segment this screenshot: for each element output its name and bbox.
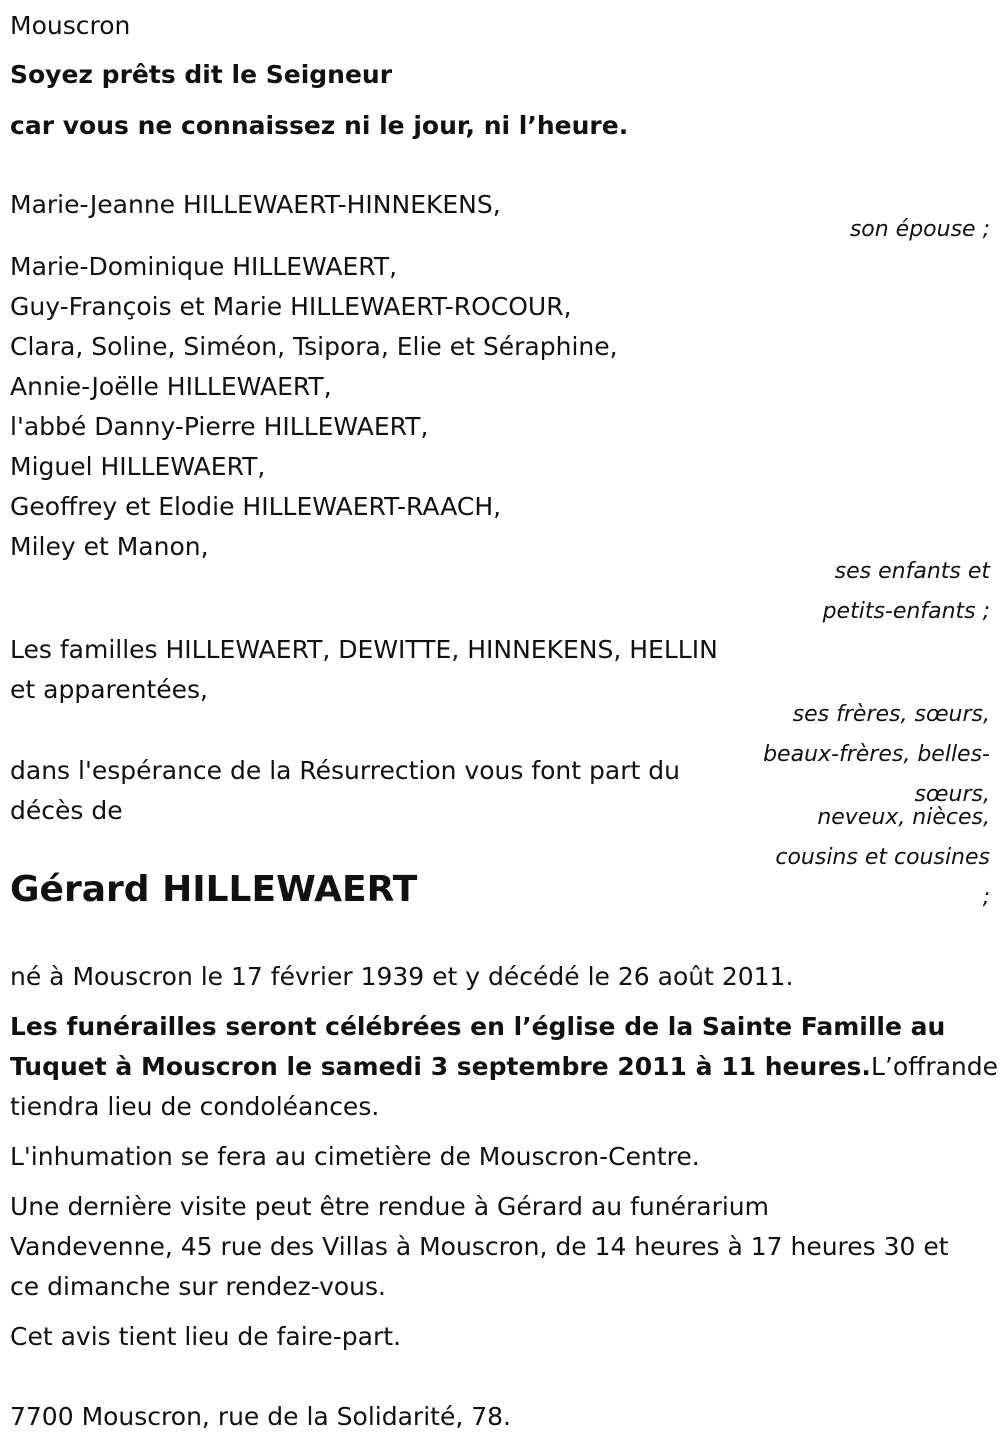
place: Mouscron xyxy=(10,11,131,40)
families-role-line: sœurs, xyxy=(914,782,990,807)
families-role-line: ses frères, sœurs, xyxy=(792,702,990,727)
address: 7700 Mouscron, rue de la Solidarité, 78. xyxy=(10,1402,511,1431)
families-line: et apparentées, xyxy=(10,675,208,704)
visit-line: Vandevenne, 45 rue des Villas à Mouscron, de 14 heures à 17 heures 30 et xyxy=(10,1232,949,1261)
visit-line: ce dimanche sur rendez-vous. xyxy=(10,1272,387,1301)
deceased-name: Gérard HILLEWAERT xyxy=(10,869,418,910)
funeral-details: Tuquet à Mouscron le samedi 3 septembre 2011 à 11 heures. xyxy=(10,1052,871,1081)
child-line: Marie-Dominique HILLEWAERT, xyxy=(10,252,398,281)
funeral-line-2 xyxy=(10,1047,998,1087)
burial: L'inhumation se fera au cimetière de Mouscron-Centre. xyxy=(10,1142,700,1171)
families-role-line: cousins et cousines xyxy=(775,845,990,870)
condolences-line: tiendra lieu de condoléances. xyxy=(10,1092,380,1121)
families-line: Les familles HILLEWAERT, DEWITTE, HINNEKENS, HELLIN xyxy=(10,635,718,664)
child-line: Guy-François et Marie HILLEWAERT-ROCOUR, xyxy=(10,292,572,321)
birth-death: né à Mouscron le 17 février 1939 et y décédé le 26 août 2011. xyxy=(10,962,794,991)
spouse-role: son épouse ; xyxy=(849,217,990,242)
visit-line: Une dernière visite peut être rendue à Gérard au funérarium xyxy=(10,1192,769,1221)
children-role-line: petits-enfants ; xyxy=(822,599,990,624)
child-line: Geoffrey et Elodie HILLEWAERT-RAACH, xyxy=(10,492,502,521)
offering-text: L’offrande xyxy=(870,1052,999,1081)
children-role-line: ses enfants et xyxy=(834,559,990,584)
child-line: Miguel HILLEWAERT, xyxy=(10,452,266,481)
funeral-line-1: Les funérailles seront célébrées en l’église de la Sainte Famille au xyxy=(10,1012,946,1041)
child-line: Miley et Manon, xyxy=(10,532,209,561)
verse-line-1: Soyez prêts dit le Seigneur xyxy=(10,60,393,89)
child-line: l'abbé Danny-Pierre HILLEWAERT, xyxy=(10,412,429,441)
child-line: Annie-Joëlle HILLEWAERT, xyxy=(10,372,332,401)
families-role-line: neveux, nièces, xyxy=(817,805,990,830)
spouse-name: Marie-Jeanne HILLEWAERT-HINNEKENS, xyxy=(10,190,501,219)
announcement-line: décès de xyxy=(10,796,123,825)
announcement-line: dans l'espérance de la Résurrection vous font part du xyxy=(10,756,680,785)
child-line: Clara, Soline, Siméon, Tsipora, Elie et Séraphine, xyxy=(10,332,618,361)
families-role-line: beaux-frères, belles- xyxy=(763,742,990,767)
notice: Cet avis tient lieu de faire-part. xyxy=(10,1322,402,1351)
families-role-line: ; xyxy=(982,885,990,910)
verse-line-2: car vous ne connaissez ni le jour, ni l’heure. xyxy=(10,111,629,140)
